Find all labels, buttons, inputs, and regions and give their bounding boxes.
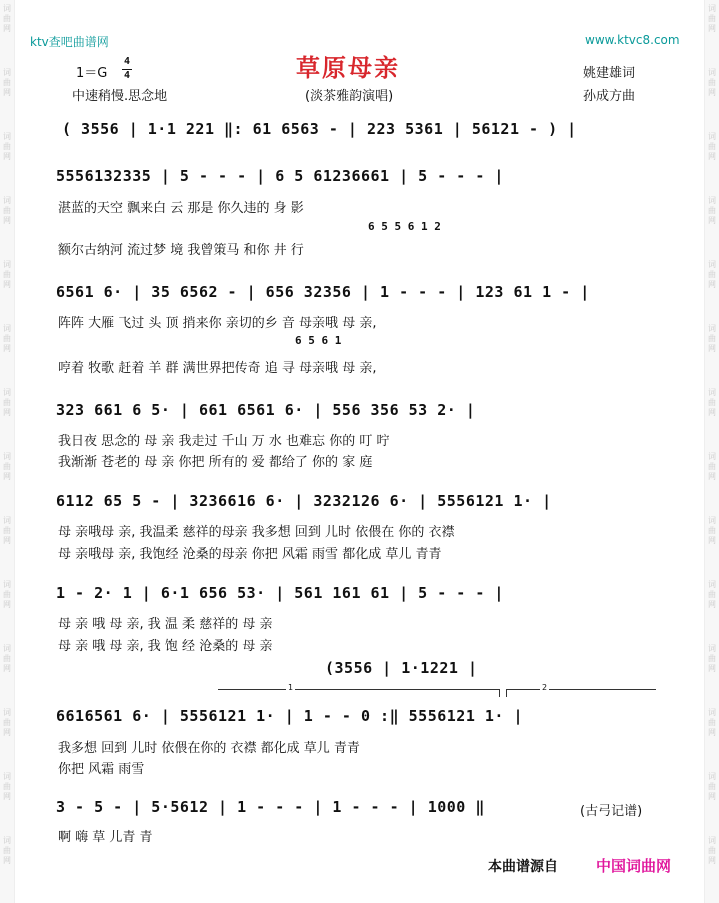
lyric-row-7-verse-2: 你把 风霜 雨雪 [58, 762, 145, 777]
second-ending-tick [506, 689, 507, 697]
edge-watermark: 词 曲 网 [3, 452, 11, 481]
tempo-marking: 中速稍慢.思念地 [72, 89, 168, 104]
lyric-row-1-verse-1: 湛蓝的天空 飘来白 云 那是 你久违的 身 影 [58, 201, 304, 216]
edge-watermark: 词 曲 网 [3, 644, 11, 673]
edge-watermark: 词 曲 网 [3, 132, 11, 161]
edge-watermark: 词 曲 网 [708, 772, 716, 801]
first-ending-bracket [218, 689, 500, 690]
key-signature: 1＝G [76, 66, 108, 81]
edge-watermark: 词 曲 网 [3, 4, 11, 33]
notation-row-3: 323 661 6 5· | 661 6561 6· | 556 356 53 2· | [56, 401, 476, 419]
edge-watermark: 词 曲 网 [708, 68, 716, 97]
edge-watermark: 词 曲 网 [3, 836, 11, 865]
edge-watermark: 词 曲 网 [708, 388, 716, 417]
source-label: 本曲谱源自 [488, 859, 558, 875]
first-ending-number: 1 [288, 683, 294, 692]
edge-watermark: 词 曲 网 [708, 132, 716, 161]
edge-watermark: 词 曲 网 [708, 708, 716, 737]
source-site[interactable]: 中国词曲网 [596, 857, 672, 875]
lyric-row-4-verse-1: 母 亲哦母 亲, 我温柔 慈祥的母亲 我多想 回到 儿时 依偎在 你的 衣襟 [58, 525, 455, 540]
edge-watermark: 词 曲 网 [708, 324, 716, 353]
edge-watermark: 词 曲 网 [708, 836, 716, 865]
notation-row-4: 6112 65 5 - | 3236616 6· | 3232126 6· | 5556121 1· | [56, 492, 552, 510]
time-signature-numerator: 4 [124, 56, 131, 67]
edge-watermark: 词 曲 网 [3, 772, 11, 801]
lyric-row-final: 啊 嗨 草 儿青 青 [58, 830, 153, 845]
notation-row-1: 5556132335 | 5 - - - | 6 5 61236661 | 5 - - - | [56, 167, 504, 185]
notation-row-2: 6561 6· | 35 6562 - | 656 32356 | 1 - - - | 123 61 1 - | [56, 283, 590, 301]
second-ending-bracket [506, 689, 656, 690]
lyric-row-3-verse-1: 我日夜 思念的 母 亲 我走过 千山 万 水 也难忘 你的 叮 咛 [58, 434, 390, 449]
edge-watermark: 词 曲 网 [708, 196, 716, 225]
edge-watermark: 词 曲 网 [3, 516, 11, 545]
edge-watermark: 词 曲 网 [708, 644, 716, 673]
notation-row-5: 1 - 2· 1 | 6·1 656 53· | 561 161 61 | 5 - - - | [56, 584, 504, 602]
transcriber-note: (古弓记谱) [580, 804, 643, 819]
edge-watermark: 词 曲 网 [708, 516, 716, 545]
site-name-left: ktv查吧曲谱网 [30, 35, 109, 49]
lyric-row-1-verse-2: 额尔古纳河 流过梦 境 我曾策马 和你 井 行 [58, 243, 304, 258]
edge-watermark: 词 曲 网 [3, 68, 11, 97]
edge-watermark: 词 曲 网 [3, 324, 11, 353]
edge-watermark: 词 曲 网 [708, 260, 716, 289]
lyric-row-2-verse-1: 阵阵 大雁 飞过 头 顶 捎来你 亲切的乡 音 母亲哦 母 亲, [58, 316, 377, 331]
lyric-row-7-verse-1: 我多想 回到 儿时 依偎在你的 衣襟 都化成 草儿 青青 [58, 741, 360, 756]
lyric-row-5-verse-2: 母 亲 哦 母 亲, 我 饱 经 沧桑的 母 亲 [58, 639, 273, 654]
edge-watermark: 词 曲 网 [708, 580, 716, 609]
notation-row-7: 6616561 6· | 5556121 1· | 1 - - 0 :‖ 5556121 1· | [56, 707, 524, 725]
first-ending-tick [499, 689, 500, 697]
lyricist-credit: 姚建雄词 [583, 66, 636, 81]
edge-watermark: 词 曲 网 [3, 388, 11, 417]
edge-watermark: 词 曲 网 [3, 196, 11, 225]
edge-watermark: 词 曲 网 [3, 260, 11, 289]
second-ending-number: 2 [542, 683, 548, 692]
time-signature-denominator: 4 [124, 70, 131, 81]
song-title: 草原母亲 [296, 54, 400, 82]
notation-interlude: (3556 | 1·1221 | [325, 659, 478, 677]
lyric-row-4-verse-2: 母 亲哦母 亲, 我饱经 沧桑的母亲 你把 风霜 雨雪 都化成 草儿 青青 [58, 547, 442, 562]
notation-row-intro: ( 3556 | 1·1 221 ‖: 61 6563 - | 223 5361 | 56121 - ) | [62, 120, 577, 138]
composer-credit: 孙成方曲 [583, 89, 636, 104]
site-url-right: www.ktvc8.com [585, 33, 680, 47]
edge-watermark: 词 曲 网 [708, 4, 716, 33]
edge-watermark: 词 曲 网 [3, 708, 11, 737]
edge-watermark: 词 曲 网 [3, 580, 11, 609]
edge-watermark: 词 曲 网 [708, 452, 716, 481]
lyric-row-5-verse-1: 母 亲 哦 母 亲, 我 温 柔 慈祥的 母 亲 [58, 617, 273, 632]
lyric-row-3-verse-2: 我渐渐 苍老的 母 亲 你把 所有的 爱 都给了 你的 家 庭 [58, 455, 373, 470]
notation-row-final: 3 - 5 - | 5·5612 | 1 - - - | 1 - - - | 1000 ‖ [56, 798, 485, 816]
alt-notes-row-1: 6 5 5 6 1 2 [368, 220, 441, 233]
lyric-row-2-verse-2: 哼着 牧歌 赶着 羊 群 满世界把传奇 追 寻 母亲哦 母 亲, [58, 361, 377, 376]
alt-notes-row-2: 6 5 6 1 [295, 334, 342, 347]
performer-credit: (淡茶雅韵演唱) [305, 89, 394, 104]
